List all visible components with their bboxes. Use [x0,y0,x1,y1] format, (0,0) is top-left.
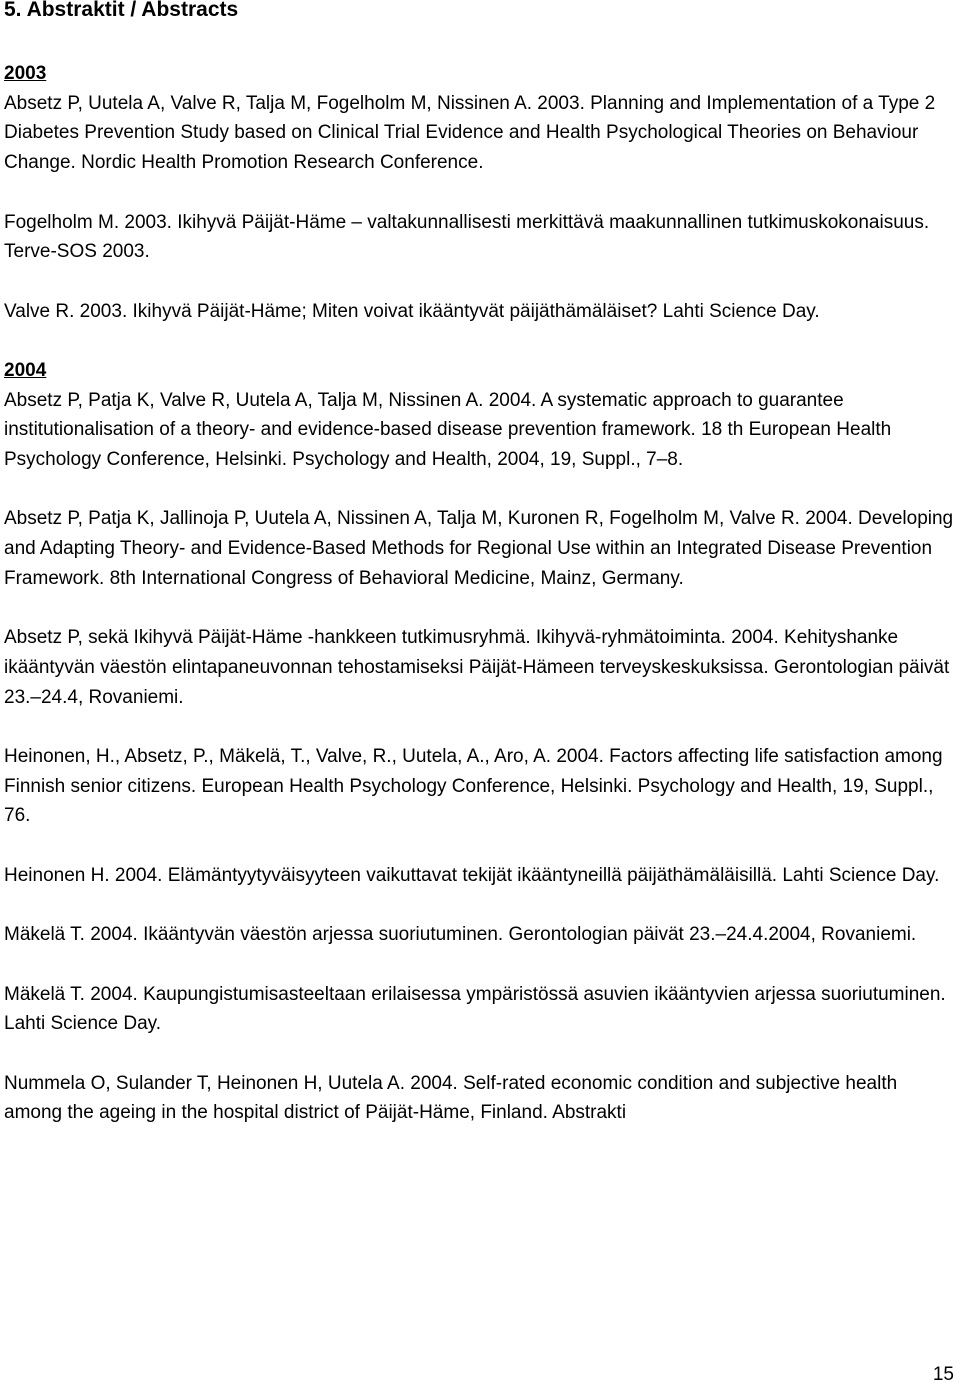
spacer [4,475,954,505]
reference-2004-8: Nummela O, Sulander T, Heinonen H, Uutela A. 2004. Self-rated economic condition and subjective health among the ageing in the hospital district of Päijät-Häme, Finland. Abstrakti [4,1072,898,1124]
reference-2004-5: Heinonen H. 2004. Elämäntyytyväisyyteen vaikuttavat tekijät ikääntyneillä päijäthämäläisillä. Lahti Science Day. [4,864,940,886]
spacer [4,712,954,742]
spacer [4,267,954,297]
spacer [4,20,954,59]
reference-2003-2: Fogelholm M. 2003. Ikihyvä Päijät-Häme – valtakunnallisesti merkittävä maakunnallinen tutkimuskokonaisuus. Terve-SOS 2003. [4,211,930,263]
page-number: 15 [932,1364,954,1385]
section-title: 5. Abstraktit / Abstracts [4,0,239,21]
reference-2003-3: Valve R. 2003. Ikihyvä Päijät-Häme; Miten voivat ikääntyvät päijäthämäläiset? Lahti Science Day. [4,300,820,322]
spacer [4,594,954,624]
spacer [4,891,954,921]
reference-2004-1: Absetz P, Patja K, Valve R, Uutela A, Talja M, Nissinen A. 2004. A systematic approach to guarantee institutionalisation of a theory- and evidence-based disease prevention framework. 18 th European Health Psychology Conference, Helsinki. Psychology and Health, 2004, 19, Suppl., 7–8. [4,389,892,471]
reference-2004-2: Absetz P, Patja K, Jallinoja P, Uutela A, Nissinen A, Talja M, Kuronen R, Fogelholm M, Valve R. 2004. Developing and Adapting Theory- and Evidence-Based Methods for Regional Use within an Integrated Disease Prevention Framework. 8th International Congress of Behavioral Medicine, Mainz, Germany. [4,508,954,589]
reference-2004-6: Mäkelä T. 2004. Ikääntyvän väestön arjessa suoriutuminen. Gerontologian päivät 23.–24.4.2004, Rovaniemi. [4,924,917,946]
spacer [4,178,954,208]
spacer [4,831,954,861]
reference-2004-4: Heinonen, H., Absetz, P., Mäkelä, T., Valve, R., Uutela, A., Aro, A. 2004. Factors affecting life satisfaction among Finnish senior citizens. European Health Psychology Conference, Helsinki. Psychology and Health, 19, Suppl., 76. [4,746,943,827]
spacer [4,950,954,980]
reference-2003-1: Absetz P, Uutela A, Valve R, Talja M, Fogelholm M, Nissinen A. 2003. Planning and Implementation of a Type 2 Diabetes Prevention Study based on Clinical Trial Evidence and Health Psychological Theories on Behaviour Change. Nordic Health Promotion Research Conference. [4,92,936,174]
spacer [4,1039,954,1069]
spacer [4,326,954,356]
reference-2004-3: Absetz P, sekä Ikihyvä Päijät-Häme -hankkeen tutkimusryhmä. Ikihyvä-ryhmätoiminta. 2004. Kehityshanke ikääntyvän väestön elintapaneuvonnan tehostamiseksi Päijät-Hämeen terveyskeskuksissa. Gerontologian päivät 23.–24.4, Rovaniemi. [4,627,950,708]
reference-2004-7: Mäkelä T. 2004. Kaupungistumisasteeltaan erilaisessa ympäristössä asuvien ikääntyvien arjessa suoriutuminen. Lahti Science Day. [4,983,946,1035]
year-heading-2004: 2004 [4,359,47,381]
year-heading-2003: 2003 [4,63,47,84]
document-page [4,0,954,1128]
